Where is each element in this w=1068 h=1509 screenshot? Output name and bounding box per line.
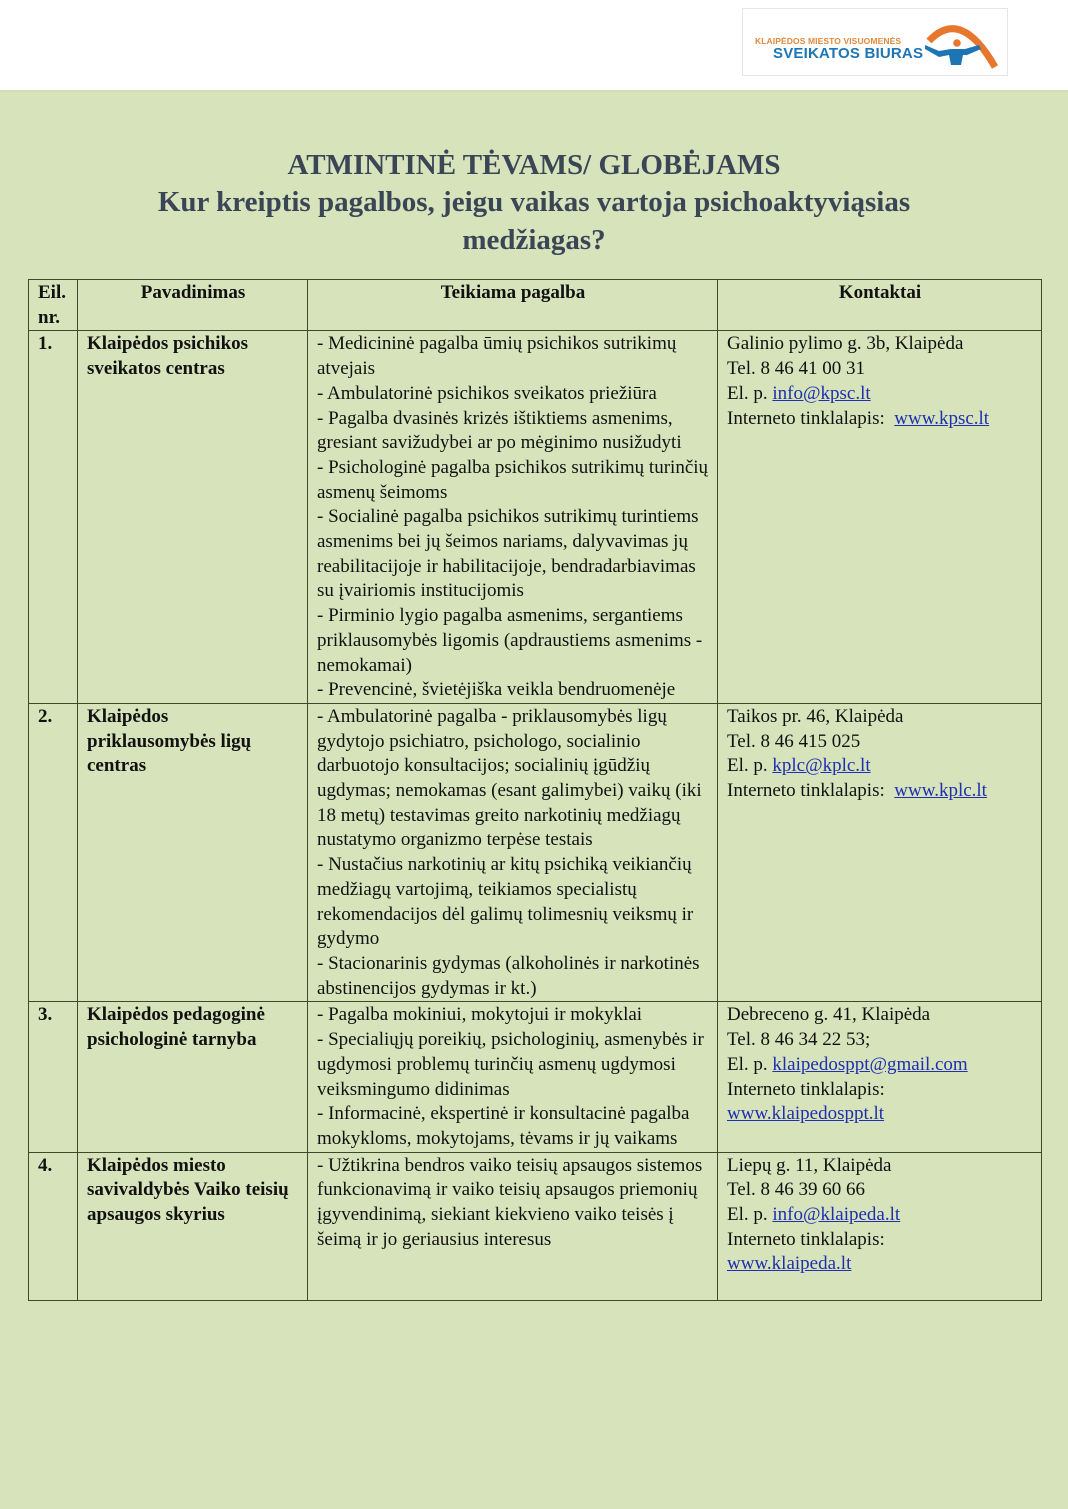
contacts-cell (718, 1002, 1042, 1152)
help-list (317, 1003, 709, 1151)
help-description (308, 331, 718, 704)
table-row (29, 1152, 1042, 1300)
address: Debreceno g. 41, Klaipėda (727, 1004, 931, 1026)
help-item: - Pagalba dvasinės krizės ištiktiems asmenims, gresiant savižudybei ar po mėginimo nusižudyti (317, 407, 682, 454)
row-number-text: 1. (38, 333, 53, 355)
website-line (727, 1228, 1033, 1277)
website-label: Interneto tinklalapis: (727, 1078, 885, 1100)
table-row (29, 331, 1042, 704)
help-contacts-table (28, 279, 1042, 1301)
help-item: - Prevencinė, švietėjiška veikla bendruomenėje (317, 679, 676, 701)
address: Taikos pr. 46, Klaipėda (727, 705, 904, 727)
website-link[interactable]: www.kplc.lt (894, 780, 987, 802)
table-row (29, 703, 1042, 1001)
phone: Tel. 8 46 34 22 53; (727, 1029, 871, 1051)
institution-name-text: Klaipėdos psichikos sveikatos centras (87, 333, 249, 380)
website-line (727, 779, 1033, 804)
header-contacts: Kontaktai (718, 280, 1042, 331)
email-link[interactable]: info@klaipeda.lt (772, 1204, 901, 1226)
document-subtitle-line2: medžiagas? (462, 224, 606, 256)
email-label: El. p. (727, 755, 768, 777)
row-number (29, 331, 78, 704)
email-label: El. p. (727, 382, 768, 404)
address: Liepų g. 11, Klaipėda (727, 1154, 892, 1176)
help-list (317, 705, 709, 1001)
email-line (727, 1053, 1033, 1078)
help-list (317, 332, 709, 703)
phone: Tel. 8 46 415 025 (727, 730, 861, 752)
help-item: - Ambulatorinė psichikos sveikatos priežiūra (317, 382, 657, 404)
institution-name (78, 1002, 308, 1152)
logo-text-big: SVEIKATOS BIURAS (773, 45, 924, 62)
header-name: Pavadinimas (78, 280, 308, 331)
email-link[interactable]: kplc@kplc.lt (772, 755, 871, 777)
help-item: - Socialinė pagalba psichikos sutrikimų turintiems asmenims bei jų šeimos nariams, dalyvavimas jų reabilitacijoje ir habilitacijoje, bendradarbiavimas su įvairiomis institucijomis (317, 506, 699, 602)
help-item: - Pagalba mokiniui, mokytojui ir mokyklai (317, 1004, 643, 1026)
header (0, 0, 1068, 90)
help-item: - Pirminio lygio pagalba asmenims, sergantiems priklausomybės ligomis (apdraustiems asmenims - nemokamai) (317, 605, 703, 676)
person-arc-logo-icon (921, 15, 1001, 71)
help-item: - Medicininė pagalba ūmių psichikos sutrikimų atvejais (317, 333, 677, 380)
help-description (308, 703, 718, 1001)
help-item: - Psichologinė pagalba psichikos sutrikimų turinčių asmenų šeimoms (317, 456, 709, 503)
help-list (317, 1154, 709, 1253)
row-number-text: 4. (38, 1154, 53, 1176)
institution-name-text: Klaipėdos miesto savivaldybės Vaiko teisių apsaugos skyrius (87, 1154, 289, 1226)
email-label: El. p. (727, 1053, 768, 1075)
website-line (727, 1078, 1033, 1127)
document-subtitle-line1: Kur kreiptis pagalbos, jeigu vaikas vartoja psichoaktyviąsias (157, 186, 911, 218)
help-item: - Ambulatorinė pagalba - priklausomybės ligų gydytojo psichiatro, psichologo, socialinio darbuotojo konsultacijos; socialinių įgūdžių ugdymas; nemokamas (esant galimybei) vaikų (iki 18 metų) testavimas greito narkotinių medžiagų nustatymo organizmo terpėse testais (317, 705, 702, 851)
title-block (0, 147, 1068, 259)
row-number-text: 2. (38, 705, 53, 727)
email-line (727, 382, 1033, 407)
website-link[interactable]: www.klaipeda.lt (727, 1253, 852, 1275)
organization-logo (742, 8, 1008, 76)
help-item: - Informacinė, ekspertinė ir konsultacinė pagalba mokykloms, mokytojams, tėvams ir jų vaikams (317, 1103, 690, 1149)
document-title: ATMINTINĖ TĖVAMS/ GLOBĖJAMS (287, 149, 781, 181)
email-label: El. p. (727, 1204, 768, 1226)
institution-name (78, 1152, 308, 1300)
table-header-row (29, 280, 1042, 331)
row-number (29, 1152, 78, 1300)
institution-name-text: Klaipėdos priklausomybės ligų centras (87, 705, 252, 777)
website-line (727, 407, 1033, 432)
header-help: Teikiama pagalba (308, 280, 718, 331)
help-item: - Nustačius narkotinių ar kitų psichiką veikiančių medžiagų vartojimą, teikiamos specialistų rekomendacijos dėl galimų tolimesnių veiksmų ir gydymo (317, 854, 694, 950)
institution-name (78, 703, 308, 1001)
institution-name (78, 331, 308, 704)
phone: Tel. 8 46 41 00 31 (727, 358, 865, 380)
contacts-cell (718, 331, 1042, 704)
address: Galinio pylimo g. 3b, Klaipėda (727, 333, 964, 355)
contacts-cell (718, 703, 1042, 1001)
website-label: Interneto tinklalapis: (727, 407, 885, 429)
website-link[interactable]: www.klaipedosppt.lt (727, 1103, 885, 1125)
help-item: - Stacionarinis gydymas (alkoholinės ir narkotinės abstinencijos gydymas ir kt.) (317, 952, 700, 999)
help-item: - Specialiųjų poreikių, psichologinių, asmenybės ir ugdymosi problemų turinčių asmenų ugdymosi veiksmingumo didinimas (317, 1029, 704, 1100)
email-link[interactable]: klaipedosppt@gmail.com (772, 1053, 968, 1075)
header-nr: Eil. nr. (29, 280, 78, 331)
row-number (29, 703, 78, 1001)
website-label: Interneto tinklalapis: (727, 780, 885, 802)
row-number (29, 1002, 78, 1152)
website-link[interactable]: www.kpsc.lt (894, 407, 990, 429)
help-item: - Užtikrina bendros vaiko teisių apsaugos sistemos funkcionavimą ir vaiko teisių apsaugos priemonių įgyvendinimą, siekiant kiekvieno vaiko teisės į šeimą ir jo geriausius interesus (317, 1154, 703, 1250)
help-description (308, 1152, 718, 1300)
phone: Tel. 8 46 39 60 66 (727, 1179, 865, 1201)
logo-text-small: KLAIPĖDOS MIESTO VISUOMENĖS (755, 36, 902, 46)
email-line (727, 754, 1033, 779)
email-line (727, 1203, 1033, 1228)
help-description (308, 1002, 718, 1152)
row-number-text: 3. (38, 1004, 53, 1026)
document-page (0, 90, 1068, 1509)
contacts-cell (718, 1152, 1042, 1300)
website-label: Interneto tinklalapis: (727, 1228, 885, 1250)
institution-name-text: Klaipėdos pedagoginė psichologinė tarnyba (87, 1004, 265, 1051)
table-row (29, 1002, 1042, 1152)
email-link[interactable]: info@kpsc.lt (772, 382, 871, 404)
